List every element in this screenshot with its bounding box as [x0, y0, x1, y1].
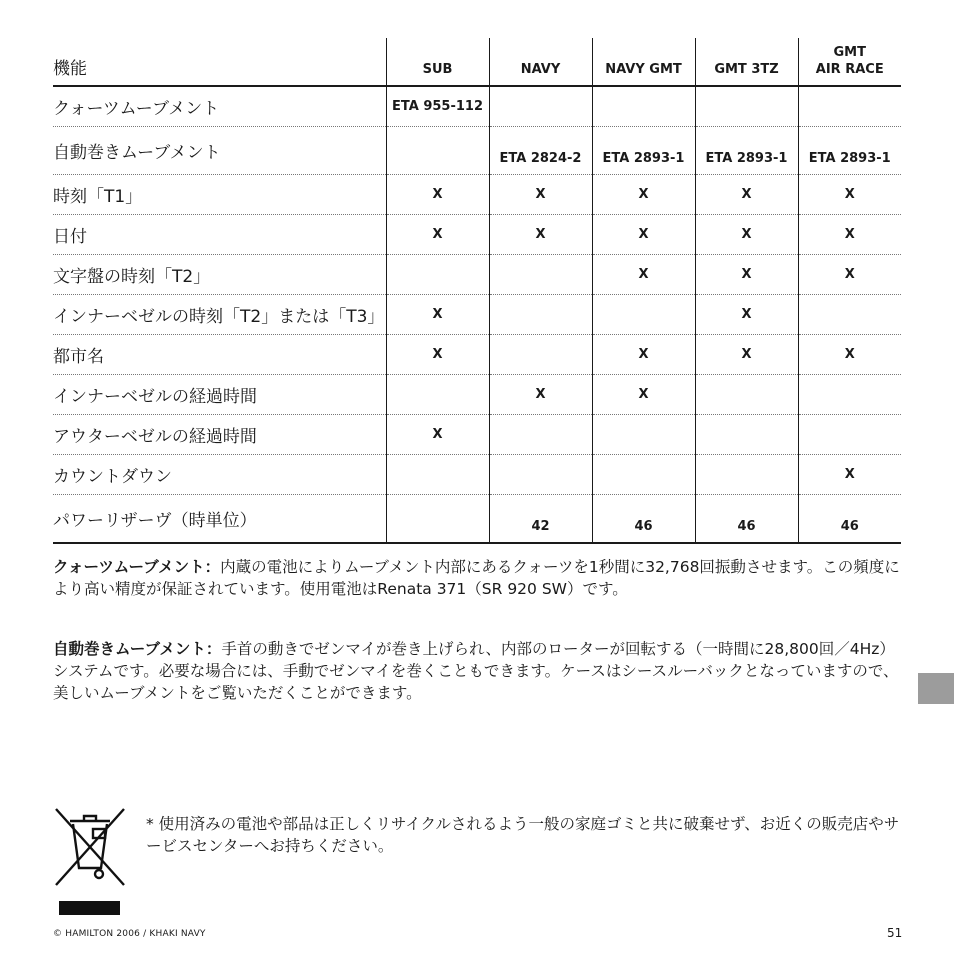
- feature-cell: インナーベゼルの時刻「T2」または「T3」: [53, 295, 386, 335]
- value-cell: [386, 375, 489, 415]
- value-cell: [489, 415, 592, 455]
- model-column-header: GMT AIR RACE: [798, 38, 901, 86]
- value-cell: [695, 86, 798, 127]
- feature-cell: カウントダウン: [53, 455, 386, 495]
- value-cell: [695, 455, 798, 495]
- quartz-movement-paragraph: [53, 556, 901, 600]
- feature-cell: 時刻「T1」: [53, 175, 386, 215]
- feature-cell: 日付: [53, 215, 386, 255]
- value-cell: [489, 255, 592, 295]
- black-bar: [59, 901, 120, 915]
- model-column-header: GMT 3TZ: [695, 38, 798, 86]
- value-cell: ETA 2893-1: [592, 127, 695, 175]
- value-cell: [489, 295, 592, 335]
- value-cell: X: [592, 375, 695, 415]
- value-cell: 46: [592, 495, 695, 544]
- value-cell: X: [386, 175, 489, 215]
- value-cell: [489, 335, 592, 375]
- feature-column-header: 機能: [53, 38, 386, 86]
- value-cell: ETA 2824-2: [489, 127, 592, 175]
- value-cell: [798, 415, 901, 455]
- value-cell: 46: [798, 495, 901, 544]
- table-row: [53, 335, 901, 375]
- automatic-movement-label: 自動巻きムーブメント：: [53, 640, 222, 658]
- table-row: [53, 295, 901, 335]
- page-number: 51: [887, 926, 903, 940]
- quartz-movement-label: クォーツムーブメント：: [53, 558, 221, 576]
- value-cell: X: [592, 175, 695, 215]
- value-cell: ETA 955-112: [386, 86, 489, 127]
- table-row: [53, 415, 901, 455]
- value-cell: X: [489, 215, 592, 255]
- feature-cell: クォーツムーブメント: [53, 86, 386, 127]
- crossed-out-wheeled-bin-icon: [53, 806, 127, 888]
- feature-cell: インナーベゼルの経過時間: [53, 375, 386, 415]
- value-cell: X: [695, 255, 798, 295]
- table-row: [53, 86, 901, 127]
- value-cell: [592, 415, 695, 455]
- value-cell: [489, 86, 592, 127]
- value-cell: X: [798, 215, 901, 255]
- value-cell: X: [798, 335, 901, 375]
- automatic-movement-text: 手首の動きでゼンマイが巻き上げられ、内部のローターが回転する（一時間に28,800回／4Hz）システムです。必要な場合には、手動でゼンマイを巻くこともできます。ケースはシースルーバックとなっていますので、美しいムーブメントをご覧いただくことができます。: [53, 640, 899, 702]
- value-cell: [798, 375, 901, 415]
- model-column-header: SUB: [386, 38, 489, 86]
- value-cell: [695, 375, 798, 415]
- value-cell: [386, 127, 489, 175]
- model-column-header: NAVY: [489, 38, 592, 86]
- value-cell: 42: [489, 495, 592, 544]
- value-cell: X: [798, 455, 901, 495]
- table-row: [53, 255, 901, 295]
- value-cell: X: [386, 295, 489, 335]
- feature-cell: 文字盤の時刻「T2」: [53, 255, 386, 295]
- footer-copyright: © HAMILTON 2006 / KHAKI NAVY: [53, 929, 206, 939]
- value-cell: X: [798, 175, 901, 215]
- value-cell: X: [695, 295, 798, 335]
- value-cell: X: [695, 335, 798, 375]
- side-tab: [918, 673, 954, 704]
- features-table: [53, 38, 901, 544]
- table-row: [53, 455, 901, 495]
- feature-cell: アウターベゼルの経過時間: [53, 415, 386, 455]
- model-column-header: NAVY GMT: [592, 38, 695, 86]
- table-row: [53, 215, 901, 255]
- value-cell: [695, 415, 798, 455]
- value-cell: ETA 2893-1: [695, 127, 798, 175]
- feature-cell: パワーリザーヴ（時単位）: [53, 495, 386, 544]
- value-cell: [489, 455, 592, 495]
- value-cell: [592, 455, 695, 495]
- value-cell: [592, 295, 695, 335]
- value-cell: X: [386, 335, 489, 375]
- value-cell: X: [386, 415, 489, 455]
- value-cell: X: [695, 215, 798, 255]
- value-cell: X: [798, 255, 901, 295]
- value-cell: [592, 86, 695, 127]
- value-cell: X: [386, 215, 489, 255]
- value-cell: [798, 295, 901, 335]
- table-row: [53, 375, 901, 415]
- value-cell: X: [592, 335, 695, 375]
- value-cell: [386, 455, 489, 495]
- feature-cell: 都市名: [53, 335, 386, 375]
- value-cell: X: [592, 215, 695, 255]
- automatic-movement-paragraph: [53, 638, 901, 704]
- value-cell: X: [489, 175, 592, 215]
- quartz-movement-text: 内蔵の電池によりムーブメント内部にあるクォーツを1秒間に32,768回振動させます。この頻度により高い精度が保証されています。使用電池はRenata 371（SR 920 SW）です。: [53, 558, 900, 598]
- table-row: [53, 175, 901, 215]
- value-cell: 46: [695, 495, 798, 544]
- table-row: [53, 495, 901, 544]
- table-row: [53, 127, 901, 175]
- value-cell: [386, 495, 489, 544]
- value-cell: X: [695, 175, 798, 215]
- value-cell: X: [592, 255, 695, 295]
- value-cell: [798, 86, 901, 127]
- value-cell: [386, 255, 489, 295]
- value-cell: X: [489, 375, 592, 415]
- table-header-row: [53, 38, 901, 86]
- value-cell: ETA 2893-1: [798, 127, 901, 175]
- disposal-note: * 使用済みの電池や部品は正しくリサイクルされるよう一般の家庭ゴミと共に破棄せず、お近くの販売店やサービスセンターへお持ちください。: [146, 815, 900, 855]
- feature-cell: 自動巻きムーブメント: [53, 127, 386, 175]
